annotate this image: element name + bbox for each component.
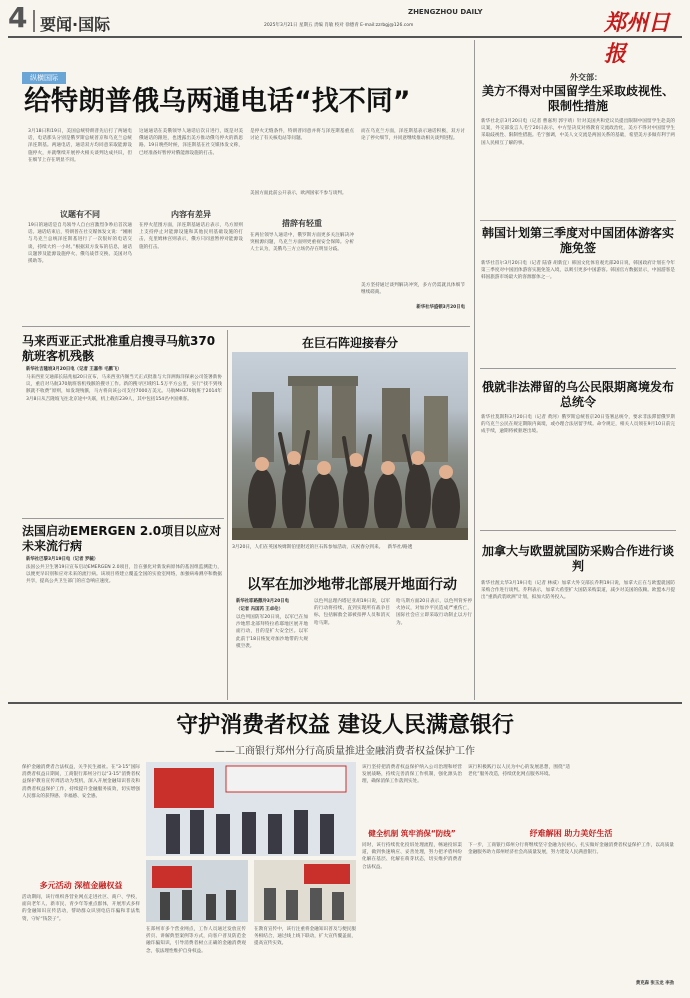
gaza-col1-text: 以色列国防军20日说，以军已在加沙地带北部拜特拉希耶地区展开地面行动，目的是扩大安全区。以军此前于18日恢复对加沙地带的大规模空袭。 xyxy=(236,615,308,649)
lead-dateline: 新华社华盛顿3月20日电 xyxy=(416,305,465,310)
header-rule xyxy=(8,36,682,38)
left-col-divider xyxy=(227,330,228,700)
lead-subhead-1: 议题有不同 xyxy=(60,210,100,219)
signboard xyxy=(226,766,346,792)
left-mid-rule xyxy=(22,518,224,519)
page-header xyxy=(8,1,682,67)
photo-headline: 在巨石阵迎接春分 xyxy=(301,336,398,350)
activity-scene-2 xyxy=(254,860,356,922)
right-column-divider xyxy=(474,40,475,700)
right-rule-3 xyxy=(480,530,676,531)
feature-col5b-text: 下一步，工商银行郑州分行将继续坚守金融为民初心，扎实做好金融消费者权益保护工作，以高质量金融服务助力郑州经济社会高质量发展，努力建设人民满意银行。 xyxy=(468,843,674,856)
photo-scene xyxy=(232,352,468,540)
emergen-headline: 法国启动EMERGEN 2.0项目以应对未来流行病 xyxy=(22,524,222,553)
date-line: 2025年3月21日 星期五 责编 肖敏 校对 徐德青 E-mail:zzrbgj@126.com xyxy=(264,23,414,28)
emergen-text: 法国公共卫生署19日宣布启动EMERGEN 2.0项目，旨在强化对新发病原体的基因组监测能力，以便更早识别和应对未来的流行病。该项目将建立覆盖全国的实验室网络，加强病毒测序和数据共享，提高公共卫生部门的应急响应速度。 xyxy=(26,565,222,585)
lead-col2b-text: 在停火范围方面，泽连斯基通话后表示，乌方原则上支持停止对能源设施和其他民用基础设施的打击，克里姆林宫则表示，俄方只同意暂停对能源设施的打击。 xyxy=(139,223,243,250)
feature-col1b-text: 活动期间，该行组织各营业网点走进社区、商户、学校，面向老年人、新市民、青少年等重点群体，开展形式多样的金融知识宣传活动，帮助群众识别电信诈骗和非法集资，守好“钱袋子”。 xyxy=(22,895,140,922)
foreign-ministry-label: 外交部： xyxy=(570,73,602,82)
story1-headline: 美方不得对中国留学生采取歧视性、限制性措施 xyxy=(481,84,674,113)
feature-subhead: ——工商银行郑州分行高质量推进金融消费者权益保护工作 xyxy=(215,746,475,757)
story4-headline: 加拿大与欧盟就国防采购合作进行谈判 xyxy=(481,544,674,573)
photo-credit: 新华社/路透 xyxy=(387,545,413,550)
ground xyxy=(232,528,468,540)
lead-col3c-text: 在两位领导人通话中，俄罗斯方面更多关注解决冲突根源问题，乌克兰方面则更重视安全保障。分析人士认为，美俄乌三方立场仍存在明显分歧。 xyxy=(250,233,354,253)
right-rule-1 xyxy=(480,220,676,221)
feature-headline: 守护消费者权益 建设人民满意银行 xyxy=(176,713,514,738)
story2-text: 新华社首尔3月20日电（记者 陆睿 胡新宜）韩国文化体育观光部20日说，韩国政府计划在今年第三季度对中国团体游客实施免签入境，以吸引更多中国游客。韩国官方数据显示，中国游客是韩国旅游市场最大的客源群体之一。 xyxy=(481,261,675,281)
feature-col5-text: 该行积极践行以人民为中心的发展思想，围绕“适老化”服务改造，持续优化网点服务环境。 xyxy=(468,765,570,778)
gaza-byline-2: （记者 冯国芮 王卓伦） xyxy=(236,607,283,612)
emergen-byline: 新华社巴黎3月19日电（记者 罗毓） xyxy=(26,557,99,562)
lead-col1b-text: 19日的通话是自乌领导人自白宫激烈争吵后首次通话。通话结束后，特朗普在社交媒体发文说：“刚刚与乌克兰总统泽连斯基进行了一次很好的电话交谈，持续大约一小时。”根据双方发布的信息，通话议题涉及能源设施停火、俄乌战俘交换、美国对乌援助等。 xyxy=(28,223,132,265)
lead-subhead-2: 内容有差异 xyxy=(171,210,211,219)
lead-col3-text: 是停火无缝条件，特朗普同意并将与泽连斯基重点讨论了有关核电站等问题。 xyxy=(250,129,354,142)
crowd xyxy=(248,462,460,536)
right-rule-2 xyxy=(480,368,676,369)
mh370-text: 马来西亚交通部长陆兆福20日宣布，马来西亚内阁当天正式批准与大洋洲海洋探索公司签署新协议，重启对马航370航班客机残骸的搜寻工作。新的搜寻区域约1.5万平方公里，实行“找不到残骸就不收费”原则，如发现残骸，马方将向该公司支付7000万美元。马航MH370航班于2014年3月8日从吉隆坡飞往北京途中失联，机上载有239人，其中包括154名中国乘客。 xyxy=(26,375,222,402)
gaza-col3-text: 哈马斯方面20日表示，以色列背弃停火协议，对加沙平民造成严重伤亡，国际社会应立即采取行动制止以方行为。 xyxy=(396,599,472,626)
feature-col3b-text: 该行坚持把消费者权益保护纳入公司治理和经营发展战略，持续完善消保工作机制，强化源头治理，确保消保工作落到实处。 xyxy=(362,765,462,785)
story2-headline: 韩国计划第三季度对中国团体游客实施免签 xyxy=(481,226,674,255)
lead-subhead-3: 措辞有轻重 xyxy=(282,219,322,228)
lead-col4-text: 而在乌克兰方面，泽连斯基表示通话积极，双方讨论了停火细节，并同意继续推动相关谈判进程。 xyxy=(361,129,465,142)
story4-text: 新华社渥太华3月19日电（记者 林威）加拿大外交部长乔利19日说，加拿大正在与欧盟就国防采购合作进行谈判。乔利表示，加拿大希望扩大国防采购渠道，减少对美国的依赖。欧盟本月提出“重新武装欧洲”计划，拟加大防务投入。 xyxy=(481,581,675,601)
lead-col2-text: 这通通话在美俄领导人通话后次日进行，既是对美俄通话的跟进，也透露出美方推动俄乌停火的新思路。19日晚些时候，泽连斯基在社交媒体发文称，已经准备好暂停对俄能源设施的打击。 xyxy=(139,129,243,156)
feature-col3-text: 在教育宣传中，该行注重将金融知识普及与便民服务相结合，通过线上线下联动，扩大宣传覆盖面，提高宣传实效。 xyxy=(254,927,356,947)
feature-col4-text: 同时，该行持续优化投诉处理流程，畅通投诉渠道，做到快速响应、妥善处理，努力把矛盾纠纷化解在基层、化解在萌芽状态，切实维护消费者合法权益。 xyxy=(362,843,462,870)
feature-top-rule xyxy=(8,702,682,704)
lead-col1-text: 3月18日和19日，美国总统特朗普先后打了两通电话，电话那头分别是俄罗斯总统普京和乌克兰总统泽连斯基。两通电话，通话双方均同意采取能源设施停火，并就继续开展停火相关谈判达成共识，但在细节上存在明显不同。 xyxy=(28,129,132,163)
lead-bottom-rule xyxy=(22,326,470,327)
feature-col1-text: 保护金融消费者合法权益，关乎民生福祉。在“3·15”国际消费者权益日期间，工商银行郑州分行以“3·15”消费者权益保护教育宣传周活动为契机，深入开展金融知识普及和消费者权益保护工作，持续提升金融服务质效，切实增强人民群众的获得感、幸福感、安全感。 xyxy=(22,765,140,799)
gaza-headline: 以军在加沙地带北部展开地面行动 xyxy=(247,577,457,593)
lead-headline: 给特朗普俄乌两通电话“找不同” xyxy=(24,86,411,117)
stonehenge-photo xyxy=(232,352,468,540)
standing-stone xyxy=(252,392,274,462)
feature-subhead-3: 纾难解困 助力美好生活 xyxy=(529,829,613,838)
branch-scene xyxy=(146,762,356,856)
lead-col4c-text: 美方坚持通过谈判解决冲突，多方仍需就具体细节继续磋商。 xyxy=(361,283,465,296)
activity-scene-1 xyxy=(146,860,248,922)
lead-col3b-text: 美国方面此前公开表示，欧洲国家不参与谈判。 xyxy=(250,191,347,196)
activity-photo-1 xyxy=(146,860,248,922)
gaza-col2-text: 以色列总理内塔尼亚胡19日说，以军的行动将持续，直到实现所有战争目标，包括解救全部被扣押人员和消灭哈马斯。 xyxy=(314,599,390,626)
feature-subhead-1: 多元活动 深植金融权益 xyxy=(39,881,123,890)
feature-subhead-2: 健全机制 筑牢消保“防线” xyxy=(368,829,456,838)
lintel-stone xyxy=(288,376,358,386)
mh370-byline: 新华社吉隆坡3月20日电（记者 王嘉伟 毛鹏飞） xyxy=(26,367,122,372)
gaza-byline-1: 新华社耶路撒冷3月20日电 xyxy=(236,599,290,604)
photo-caption-line xyxy=(232,544,468,550)
feature-credit: 黄克森 张玉龙 李劲 xyxy=(635,981,674,986)
paper-logo: 郑州日报 xyxy=(604,10,671,67)
header-divider xyxy=(33,10,35,32)
column-tag: 纵横国际 xyxy=(22,72,66,84)
standing-stone xyxy=(424,396,448,462)
activity-photo-2 xyxy=(254,860,356,922)
mh370-headline: 马来西亚正式批准重启搜寻马航370航班客机残骸 xyxy=(22,334,216,363)
photo-caption: 3月20日，人们在英国埃姆斯伯里附近的巨石阵参加活动，庆祝春分到来。 xyxy=(232,545,384,550)
section-title: 要闻·国际 xyxy=(40,15,111,34)
paper-english-name: ZHENGZHOU DAILY xyxy=(408,8,483,16)
page-number: 4 xyxy=(8,1,28,34)
story3-headline: 俄就非法滞留的乌公民限期离境发布总统令 xyxy=(481,380,674,409)
banner xyxy=(154,768,214,808)
story1-text: 新华社北京3月20日电（记者 曹嘉玥 郭宇靖）针对美国共和党议员提出限制中国留学生赴美的议案，外交部发言人毛宁20日表示，中方坚决反对将教育交流政治化，美方不得对中国留学生采取歧视性、限制性措施。毛宁强调，中美人文交流是两国关系的基础，希望美方多做有利于两国人民相互了解的事。 xyxy=(481,119,675,146)
feature-col2-text: 在郑州市多个营业网点，工作人员通过发放宣传折页、讲解典型案例等方式，向客户普及防范金融诈骗知识，引导消费者树立正确的金融消费观念，依法理性维护自身权益。 xyxy=(146,927,246,954)
story3-text: 新华社莫斯科3月20日电（记者 黄河）俄罗斯总统普京20日签署总统令，要求非法滞留俄罗斯的乌克兰公民在规定期限内离境，或办理合法居留手续。命令规定，相关人员须在9月10日前完成手续，逾期将被驱逐出境。 xyxy=(481,415,675,435)
bank-branch-photo xyxy=(146,762,356,856)
